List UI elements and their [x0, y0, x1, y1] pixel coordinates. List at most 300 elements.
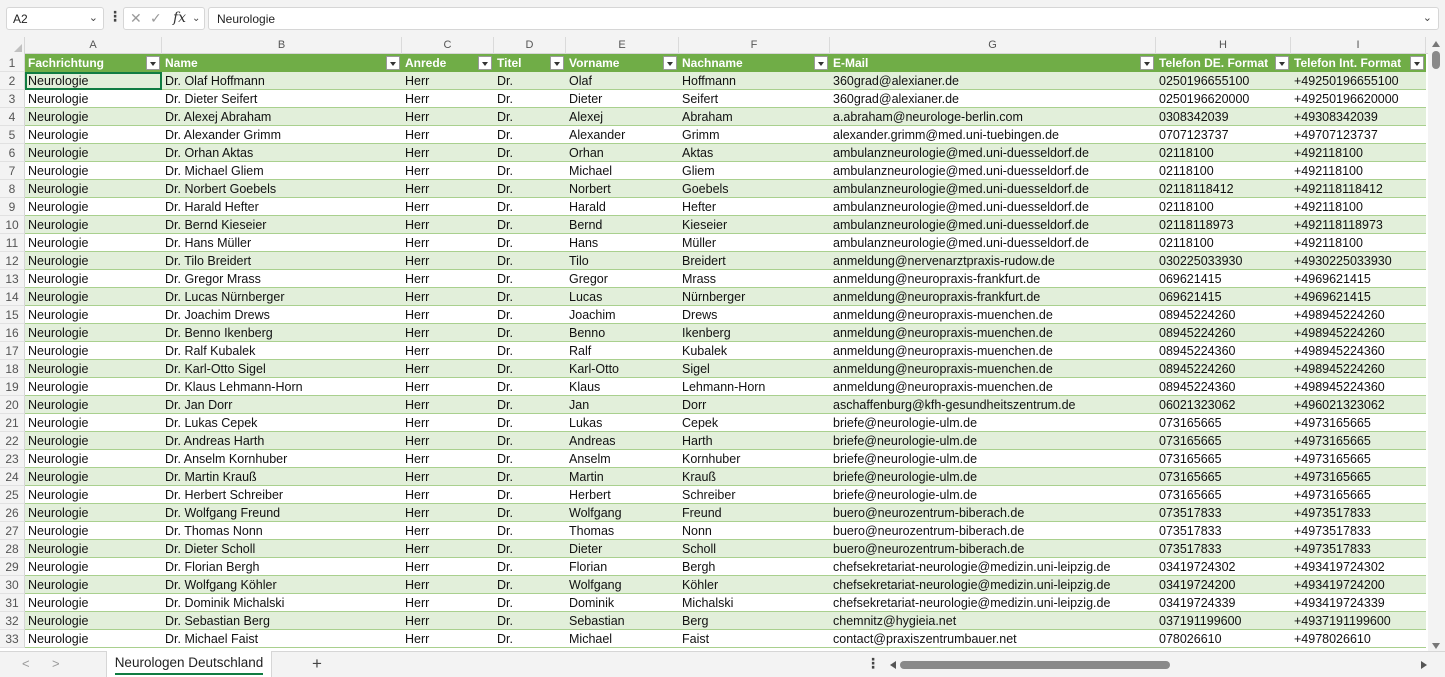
table-cell[interactable]: Neurologie	[28, 290, 89, 304]
table-cell[interactable]: Bernd	[569, 218, 603, 232]
table-cell[interactable]: +49707123737	[1294, 128, 1378, 142]
table-cell[interactable]: Dr.	[497, 218, 513, 232]
table-cell[interactable]: Dr.	[497, 254, 513, 268]
table-cell[interactable]: Dr. Wolfgang Köhler	[165, 578, 277, 592]
table-cell[interactable]: 02118100	[1159, 146, 1214, 160]
table-cell[interactable]: Dr. Norbert Goebels	[165, 182, 277, 196]
table-cell[interactable]: briefe@neurologie-ulm.de	[833, 488, 978, 502]
table-cell[interactable]: 08945224360	[1159, 344, 1236, 358]
table-cell[interactable]: 02118118973	[1159, 218, 1234, 232]
table-cell[interactable]: Herbert	[569, 488, 611, 502]
row-number[interactable]: 13	[0, 270, 25, 288]
table-cell[interactable]: Aktas	[682, 146, 714, 160]
table-cell[interactable]: 073165665	[1159, 470, 1222, 484]
table-cell[interactable]: Florian	[569, 560, 608, 574]
table-cell[interactable]: Müller	[682, 236, 717, 250]
table-cell[interactable]: Dr. Michael Faist	[165, 632, 259, 646]
table-cell[interactable]: a.abraham@neurologe-berlin.com	[833, 110, 1023, 124]
table-cell[interactable]: Joachim	[569, 308, 616, 322]
row-number[interactable]: 3	[0, 90, 25, 108]
table-cell[interactable]: Norbert	[569, 182, 611, 196]
row-number[interactable]: 14	[0, 288, 25, 306]
table-cell[interactable]: Herr	[405, 470, 430, 484]
column-header-a[interactable]: A	[25, 37, 162, 54]
row-number[interactable]: 28	[0, 540, 25, 558]
table-cell[interactable]: Herr	[405, 542, 430, 556]
table-cell[interactable]: Neurologie	[28, 362, 89, 376]
table-cell[interactable]: Bergh	[682, 560, 716, 574]
table-cell[interactable]: Alexander	[569, 128, 626, 142]
table-cell[interactable]: Neurologie	[28, 110, 89, 124]
header-cell[interactable]: Telefon DE. Format	[1159, 56, 1269, 70]
table-cell[interactable]: Andreas	[569, 434, 616, 448]
table-cell[interactable]: Dr. Wolfgang Freund	[165, 506, 281, 520]
table-cell[interactable]: +493419724302	[1294, 560, 1385, 574]
table-cell[interactable]: Harth	[682, 434, 713, 448]
table-cell[interactable]: 08945224260	[1159, 326, 1236, 340]
row-number[interactable]: 22	[0, 432, 25, 450]
table-cell[interactable]: Dr. Olaf Hoffmann	[165, 74, 265, 88]
table-cell[interactable]: Ikenberg	[682, 326, 731, 340]
filter-dropdown-icon[interactable]	[1140, 56, 1154, 70]
table-cell[interactable]: Dr.	[497, 110, 513, 124]
table-cell[interactable]: Ralf	[569, 344, 592, 358]
table-cell[interactable]: Herr	[405, 524, 430, 538]
table-cell[interactable]: Dr. Benno Ikenberg	[165, 326, 273, 340]
table-cell[interactable]: Herr	[405, 218, 430, 232]
table-cell[interactable]: +493419724339	[1294, 596, 1385, 610]
table-cell[interactable]: Dr.	[497, 632, 513, 646]
table-cell[interactable]: Thomas	[569, 524, 615, 538]
table-cell[interactable]: Neurologie	[28, 434, 89, 448]
row-number[interactable]: 23	[0, 450, 25, 468]
spreadsheet-grid[interactable]	[0, 37, 1428, 651]
table-cell[interactable]: +49250196620000	[1294, 92, 1399, 106]
row-number[interactable]: 2	[0, 72, 25, 90]
table-cell[interactable]: +4973517833	[1294, 524, 1371, 538]
table-cell[interactable]: briefe@neurologie-ulm.de	[833, 452, 978, 466]
table-cell[interactable]: +493419724200	[1294, 578, 1385, 592]
table-cell[interactable]: 06021323062	[1159, 398, 1236, 412]
table-cell[interactable]: Martin	[569, 470, 604, 484]
table-cell[interactable]: Dr. Bernd Kieseier	[165, 218, 267, 232]
table-cell[interactable]: 069621415	[1159, 272, 1222, 286]
table-cell[interactable]: 073517833	[1159, 506, 1222, 520]
table-cell[interactable]: chefsekretariat-neurologie@medizin.uni-leipzig.de	[833, 560, 1111, 574]
table-cell[interactable]: Schreiber	[682, 488, 736, 502]
row-number[interactable]: 32	[0, 612, 25, 630]
table-cell[interactable]: Scholl	[682, 542, 717, 556]
table-cell[interactable]: anmeldung@neuropraxis-muenchen.de	[833, 362, 1053, 376]
insert-function-icon[interactable]: fx	[173, 10, 187, 26]
table-cell[interactable]: Dr. Sebastian Berg	[165, 614, 270, 628]
table-cell[interactable]: Dr. Anselm Kornhuber	[165, 452, 288, 466]
table-cell[interactable]: Herr	[405, 488, 430, 502]
table-cell[interactable]: Dieter	[569, 542, 603, 556]
table-cell[interactable]: Hans	[569, 236, 599, 250]
column-header-d[interactable]: D	[494, 37, 566, 54]
table-cell[interactable]: ambulanzneurologie@med.uni-duesseldorf.de	[833, 218, 1089, 232]
table-cell[interactable]: Dr. Martin Krauß	[165, 470, 257, 484]
table-cell[interactable]: Wolfgang	[569, 578, 622, 592]
filter-dropdown-icon[interactable]	[550, 56, 564, 70]
table-cell[interactable]: Neurologie	[28, 488, 89, 502]
table-cell[interactable]: Dr.	[497, 452, 513, 466]
table-cell[interactable]: Herr	[405, 200, 430, 214]
table-cell[interactable]: Herr	[405, 578, 430, 592]
table-cell[interactable]: Dr.	[497, 578, 513, 592]
table-cell[interactable]: buero@neurozentrum-biberach.de	[833, 524, 1025, 538]
table-cell[interactable]: Dr. Herbert Schreiber	[165, 488, 284, 502]
row-number[interactable]: 30	[0, 576, 25, 594]
table-cell[interactable]: 02118118412	[1159, 182, 1234, 196]
table-cell[interactable]: +492118100	[1294, 146, 1363, 160]
table-cell[interactable]: Dr. Klaus Lehmann-Horn	[165, 380, 303, 394]
table-cell[interactable]: Dieter	[569, 92, 603, 106]
table-cell[interactable]: Dr.	[497, 326, 513, 340]
table-cell[interactable]: Herr	[405, 560, 430, 574]
table-cell[interactable]: 02118100	[1159, 164, 1214, 178]
row-number[interactable]: 12	[0, 252, 25, 270]
table-cell[interactable]: +496021323062	[1294, 398, 1385, 412]
table-cell[interactable]: Berg	[682, 614, 709, 628]
table-cell[interactable]: Herr	[405, 308, 430, 322]
filter-dropdown-icon[interactable]	[386, 56, 400, 70]
table-cell[interactable]: Neurologie	[28, 560, 89, 574]
table-cell[interactable]: 03419724200	[1159, 578, 1236, 592]
table-cell[interactable]: Nürnberger	[682, 290, 746, 304]
table-cell[interactable]: Dr. Dominik Michalski	[165, 596, 285, 610]
table-cell[interactable]: Sigel	[682, 362, 710, 376]
table-cell[interactable]: Herr	[405, 380, 430, 394]
table-cell[interactable]: Breidert	[682, 254, 726, 268]
row-number[interactable]: 9	[0, 198, 25, 216]
table-cell[interactable]: +49250196655100	[1294, 74, 1399, 88]
table-cell[interactable]: Dr.	[497, 560, 513, 574]
table-cell[interactable]: 073165665	[1159, 416, 1222, 430]
table-cell[interactable]: Dr.	[497, 380, 513, 394]
table-cell[interactable]: Olaf	[569, 74, 592, 88]
row-number[interactable]: 8	[0, 180, 25, 198]
table-cell[interactable]: Dr.	[497, 506, 513, 520]
table-cell[interactable]: ambulanzneurologie@med.uni-duesseldorf.de	[833, 182, 1089, 196]
table-cell[interactable]: ambulanzneurologie@med.uni-duesseldorf.de	[833, 200, 1089, 214]
table-cell[interactable]: Neurologie	[28, 218, 89, 232]
column-header-g[interactable]: G	[830, 37, 1156, 54]
table-cell[interactable]: Gliem	[682, 164, 715, 178]
expand-formula-icon[interactable]: ⌄	[1422, 12, 1432, 24]
row-number[interactable]: 7	[0, 162, 25, 180]
table-cell[interactable]: Dr.	[497, 614, 513, 628]
table-cell[interactable]: +498945224260	[1294, 362, 1385, 376]
table-cell[interactable]: Wolfgang	[569, 506, 622, 520]
row-number[interactable]: 27	[0, 522, 25, 540]
table-cell[interactable]: Neurologie	[28, 578, 89, 592]
table-cell[interactable]: Dr. Joachim Drews	[165, 308, 270, 322]
scroll-left-icon[interactable]	[890, 661, 896, 669]
table-cell[interactable]: Dr. Alexej Abraham	[165, 110, 272, 124]
table-cell[interactable]: anmeldung@neuropraxis-frankfurt.de	[833, 290, 1041, 304]
table-cell[interactable]: Herr	[405, 92, 430, 106]
table-cell[interactable]: Herr	[405, 326, 430, 340]
chevron-down-icon[interactable]: ⌄	[192, 13, 201, 24]
filter-dropdown-icon[interactable]	[663, 56, 677, 70]
table-cell[interactable]: aschaffenburg@kfh-gesundheitszentrum.de	[833, 398, 1076, 412]
table-cell[interactable]: Dr. Karl-Otto Sigel	[165, 362, 266, 376]
table-cell[interactable]: 02118100	[1159, 236, 1214, 250]
table-cell[interactable]: Dr.	[497, 470, 513, 484]
table-cell[interactable]: +4969621415	[1294, 290, 1371, 304]
table-cell[interactable]: 360grad@alexianer.de	[833, 92, 959, 106]
table-cell[interactable]: Neurologie	[28, 632, 89, 646]
table-cell[interactable]: 0308342039	[1159, 110, 1229, 124]
column-header-c[interactable]: C	[402, 37, 494, 54]
table-cell[interactable]: Dr. Florian Bergh	[165, 560, 260, 574]
table-cell[interactable]: Tilo	[569, 254, 589, 268]
filter-dropdown-icon[interactable]	[1275, 56, 1289, 70]
table-cell[interactable]: Dr. Lucas Nürnberger	[165, 290, 285, 304]
table-cell[interactable]: Neurologie	[28, 614, 89, 628]
table-cell[interactable]: Herr	[405, 74, 430, 88]
row-number[interactable]: 1	[0, 54, 25, 72]
table-cell[interactable]: chefsekretariat-neurologie@medizin.uni-leipzig.de	[833, 596, 1111, 610]
prev-sheet-icon[interactable]: <	[22, 656, 30, 671]
header-cell[interactable]: Anrede	[405, 56, 447, 70]
table-cell[interactable]: Herr	[405, 596, 430, 610]
table-cell[interactable]: Klaus	[569, 380, 601, 394]
formula-input[interactable]	[208, 7, 1439, 30]
table-cell[interactable]: Dr.	[497, 362, 513, 376]
table-cell[interactable]: Herr	[405, 164, 430, 178]
table-cell[interactable]: Kieseier	[682, 218, 728, 232]
table-cell[interactable]: Neurologie	[28, 506, 89, 520]
table-cell[interactable]: 073165665	[1159, 488, 1222, 502]
scroll-right-icon[interactable]	[1421, 661, 1427, 669]
table-cell[interactable]: briefe@neurologie-ulm.de	[833, 434, 978, 448]
add-sheet-button[interactable]: +	[312, 654, 322, 673]
table-cell[interactable]: Dr. Dieter Scholl	[165, 542, 256, 556]
table-cell[interactable]: Jan	[569, 398, 590, 412]
table-cell[interactable]: Lucas	[569, 290, 603, 304]
row-number[interactable]: 21	[0, 414, 25, 432]
table-cell[interactable]: +4973165665	[1294, 488, 1371, 502]
table-cell[interactable]: anmeldung@neuropraxis-muenchen.de	[833, 380, 1053, 394]
table-cell[interactable]: Herr	[405, 272, 430, 286]
table-cell[interactable]: 360grad@alexianer.de	[833, 74, 959, 88]
table-cell[interactable]: Dr.	[497, 272, 513, 286]
table-cell[interactable]: Drews	[682, 308, 718, 322]
table-cell[interactable]: Dr.	[497, 200, 513, 214]
scroll-up-icon[interactable]	[1432, 41, 1440, 47]
table-cell[interactable]: Anselm	[569, 452, 611, 466]
row-number[interactable]: 5	[0, 126, 25, 144]
table-cell[interactable]: Dr.	[497, 398, 513, 412]
table-cell[interactable]: 073517833	[1159, 524, 1222, 538]
table-cell[interactable]: +498945224360	[1294, 380, 1385, 394]
table-cell[interactable]: Neurologie	[28, 308, 89, 322]
table-cell[interactable]: Harald	[569, 200, 606, 214]
table-cell[interactable]: Dr. Jan Dorr	[165, 398, 233, 412]
table-cell[interactable]: Lukas	[569, 416, 603, 430]
table-cell[interactable]: Dr.	[497, 182, 513, 196]
table-cell[interactable]: chemnitz@hygieia.net	[833, 614, 957, 628]
table-cell[interactable]: Nonn	[682, 524, 712, 538]
table-cell[interactable]: buero@neurozentrum-biberach.de	[833, 542, 1025, 556]
more-options-icon[interactable]: ⋮	[108, 8, 122, 24]
table-cell[interactable]: Neurologie	[28, 128, 89, 142]
table-cell[interactable]: Dr.	[497, 596, 513, 610]
table-cell[interactable]: Sebastian	[569, 614, 625, 628]
table-cell[interactable]: anmeldung@neuropraxis-muenchen.de	[833, 344, 1053, 358]
table-cell[interactable]: 0250196655100	[1159, 74, 1250, 88]
table-cell[interactable]: Neurologie	[28, 164, 89, 178]
header-cell[interactable]: Fachrichtung	[28, 56, 105, 70]
table-cell[interactable]: anmeldung@nervenarztpraxis-rudow.de	[833, 254, 1055, 268]
row-number[interactable]: 24	[0, 468, 25, 486]
table-cell[interactable]: 0250196620000	[1159, 92, 1250, 106]
table-cell[interactable]: Neurologie	[28, 254, 89, 268]
table-cell[interactable]: Faist	[682, 632, 710, 646]
table-cell[interactable]: Abraham	[682, 110, 733, 124]
table-cell[interactable]: Herr	[405, 344, 430, 358]
table-cell[interactable]: anmeldung@neuropraxis-frankfurt.de	[833, 272, 1041, 286]
table-cell[interactable]: Alexej	[569, 110, 604, 124]
table-cell[interactable]: ambulanzneurologie@med.uni-duesseldorf.de	[833, 164, 1089, 178]
table-cell[interactable]: 08945224360	[1159, 380, 1236, 394]
table-cell[interactable]: Dr.	[497, 164, 513, 178]
table-cell[interactable]: +4978026610	[1294, 632, 1371, 646]
table-cell[interactable]: Michael	[569, 632, 613, 646]
scroll-down-icon[interactable]	[1432, 643, 1440, 649]
table-cell[interactable]: +4969621415	[1294, 272, 1371, 286]
vertical-scrollbar[interactable]	[1428, 37, 1445, 651]
table-cell[interactable]: +492118100	[1294, 236, 1363, 250]
table-cell[interactable]: Orhan	[569, 146, 604, 160]
select-all-corner[interactable]	[0, 37, 25, 54]
table-cell[interactable]: Dr.	[497, 416, 513, 430]
header-cell[interactable]: E-Mail	[833, 56, 869, 70]
row-number[interactable]: 4	[0, 108, 25, 126]
table-cell[interactable]: +492118118412	[1294, 182, 1383, 196]
filter-dropdown-icon[interactable]	[146, 56, 160, 70]
table-cell[interactable]: Herr	[405, 632, 430, 646]
column-header-i[interactable]: I	[1291, 37, 1426, 54]
table-cell[interactable]: Cepek	[682, 416, 719, 430]
table-cell[interactable]: ambulanzneurologie@med.uni-duesseldorf.de	[833, 236, 1089, 250]
table-cell[interactable]: Dorr	[682, 398, 707, 412]
table-cell[interactable]: briefe@neurologie-ulm.de	[833, 416, 978, 430]
table-cell[interactable]: Hefter	[682, 200, 717, 214]
table-cell[interactable]: +498945224360	[1294, 344, 1385, 358]
table-cell[interactable]: 073165665	[1159, 434, 1222, 448]
table-cell[interactable]: Dr.	[497, 74, 513, 88]
table-cell[interactable]: Gregor	[569, 272, 608, 286]
row-number[interactable]: 29	[0, 558, 25, 576]
row-number[interactable]: 11	[0, 234, 25, 252]
table-cell[interactable]: Herr	[405, 128, 430, 142]
horizontal-scroll-thumb[interactable]	[900, 661, 1170, 669]
column-header-e[interactable]: E	[566, 37, 679, 54]
table-cell[interactable]: Dr. Dieter Seifert	[165, 92, 258, 106]
table-cell[interactable]: +498945224260	[1294, 326, 1385, 340]
table-cell[interactable]: Neurologie	[28, 236, 89, 250]
table-cell[interactable]: Herr	[405, 236, 430, 250]
table-cell[interactable]: Herr	[405, 506, 430, 520]
horizontal-scrollbar[interactable]	[886, 658, 1431, 672]
table-cell[interactable]: alexander.grimm@med.uni-tuebingen.de	[833, 128, 1060, 142]
row-number[interactable]: 6	[0, 144, 25, 162]
row-number[interactable]: 19	[0, 378, 25, 396]
column-header-h[interactable]: H	[1156, 37, 1291, 54]
table-cell[interactable]: Freund	[682, 506, 722, 520]
table-cell[interactable]: Herr	[405, 416, 430, 430]
header-cell[interactable]: Nachname	[682, 56, 743, 70]
table-cell[interactable]: Dr.	[497, 434, 513, 448]
table-cell[interactable]: Herr	[405, 398, 430, 412]
table-cell[interactable]: Herr	[405, 254, 430, 268]
table-cell[interactable]: 073517833	[1159, 542, 1222, 556]
check-icon[interactable]: ✓	[150, 10, 162, 26]
table-cell[interactable]: Dr. Lukas Cepek	[165, 416, 258, 430]
table-cell[interactable]: briefe@neurologie-ulm.de	[833, 470, 978, 484]
row-number[interactable]: 16	[0, 324, 25, 342]
table-cell[interactable]: Neurologie	[28, 398, 89, 412]
table-cell[interactable]: Neurologie	[28, 524, 89, 538]
table-cell[interactable]: Neurologie	[28, 326, 89, 340]
table-cell[interactable]: Dr.	[497, 488, 513, 502]
table-cell[interactable]: 069621415	[1159, 290, 1222, 304]
next-sheet-icon[interactable]: >	[52, 656, 60, 671]
table-cell[interactable]: Goebels	[682, 182, 729, 196]
table-cell[interactable]: Herr	[405, 182, 430, 196]
table-cell[interactable]: Dr. Andreas Harth	[165, 434, 265, 448]
table-cell[interactable]: Dominik	[569, 596, 615, 610]
table-cell[interactable]: 03419724302	[1159, 560, 1236, 574]
table-cell[interactable]: Kornhuber	[682, 452, 741, 466]
table-cell[interactable]: Herr	[405, 146, 430, 160]
row-number[interactable]: 18	[0, 360, 25, 378]
table-cell[interactable]: Neurologie	[28, 92, 89, 106]
table-cell[interactable]: Seifert	[682, 92, 719, 106]
table-cell[interactable]: Dr. Hans Müller	[165, 236, 252, 250]
table-cell[interactable]: Dr.	[497, 524, 513, 538]
row-number[interactable]: 10	[0, 216, 25, 234]
column-header-f[interactable]: F	[679, 37, 830, 54]
table-cell[interactable]: +492118100	[1294, 164, 1363, 178]
table-cell[interactable]: Michalski	[682, 596, 734, 610]
table-cell[interactable]: 08945224260	[1159, 362, 1236, 376]
header-cell[interactable]: Titel	[497, 56, 522, 70]
table-cell[interactable]: Dr. Michael Gliem	[165, 164, 264, 178]
table-cell[interactable]: Lehmann-Horn	[682, 380, 766, 394]
filter-dropdown-icon[interactable]	[478, 56, 492, 70]
cancel-icon[interactable]: ✕	[130, 10, 142, 26]
sheet-tab-neurologen-deutschland[interactable]: Neurologen Deutschland	[106, 651, 272, 677]
table-cell[interactable]: Kubalek	[682, 344, 728, 358]
row-number[interactable]: 20	[0, 396, 25, 414]
table-cell[interactable]: Herr	[405, 362, 430, 376]
header-cell[interactable]: Vorname	[569, 56, 620, 70]
table-cell[interactable]: Neurologie	[28, 344, 89, 358]
table-cell[interactable]: Dr. Tilo Breidert	[165, 254, 252, 268]
table-cell[interactable]: Dr. Thomas Nonn	[165, 524, 263, 538]
table-cell[interactable]: +492118118973	[1294, 218, 1383, 232]
table-cell[interactable]: Dr.	[497, 308, 513, 322]
table-cell[interactable]: Neurologie	[28, 596, 89, 610]
filter-dropdown-icon[interactable]	[1410, 56, 1424, 70]
table-cell[interactable]: +4973165665	[1294, 470, 1371, 484]
table-cell[interactable]: Köhler	[682, 578, 719, 592]
